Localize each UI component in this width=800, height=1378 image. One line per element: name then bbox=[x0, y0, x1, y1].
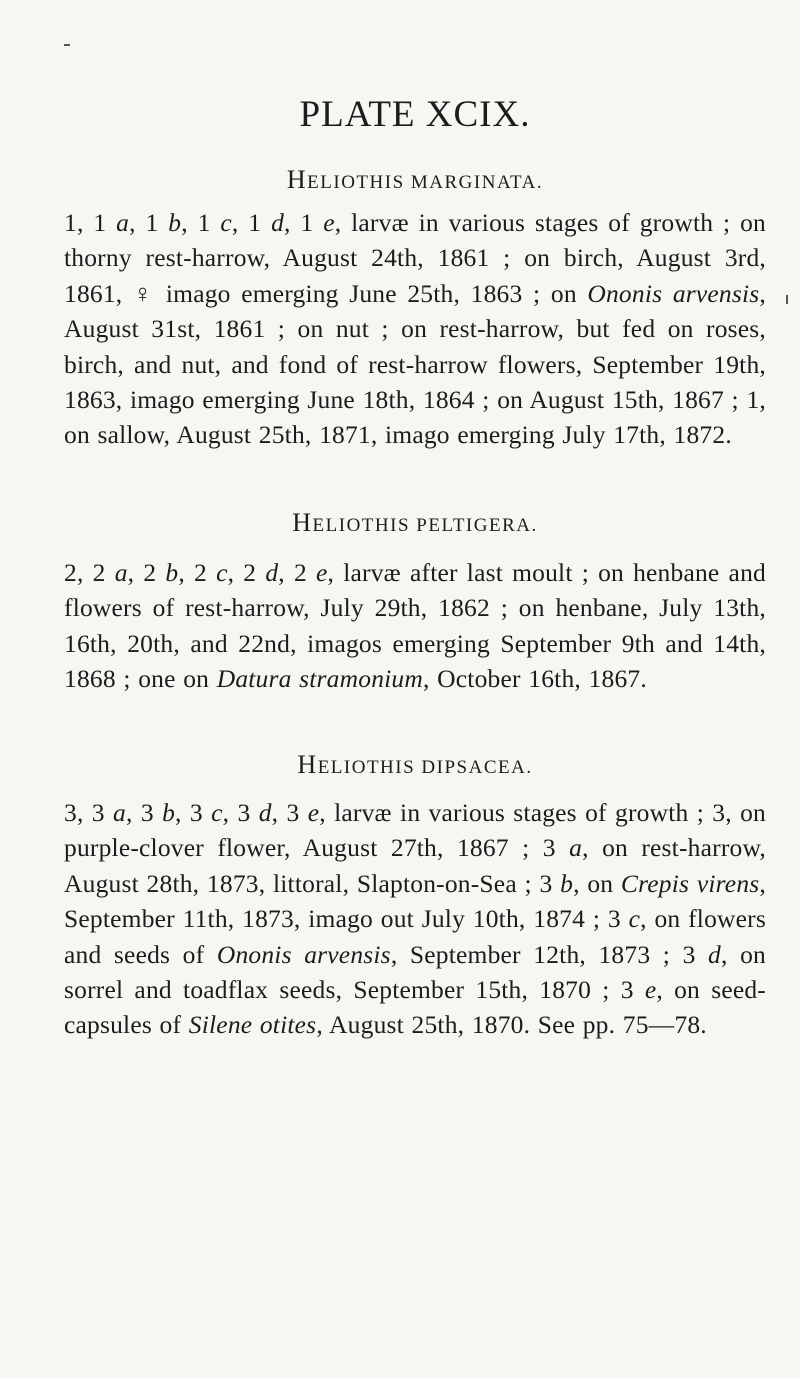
heading-heliothis-marginata bbox=[64, 165, 766, 198]
text-run: , 1 bbox=[284, 208, 324, 237]
text-run: 3, 3 bbox=[64, 798, 114, 827]
italic-run: c bbox=[216, 558, 228, 587]
italic-run: b bbox=[162, 798, 176, 827]
italic-run: e bbox=[316, 558, 328, 587]
italic-run: d bbox=[258, 798, 272, 827]
text-run: , larvæ in various stages of growth ; on thorny rest-harrow, August 24th, 1861 ; on birch, August 3rd, 1861, ♀ imago emerging June 25th, 1863 ; on bbox=[64, 208, 766, 308]
text-run: , 3 bbox=[271, 798, 308, 827]
species-name: Ononis arvensis bbox=[216, 939, 391, 969]
italic-run: a bbox=[114, 558, 128, 587]
text-run: , 1 bbox=[231, 208, 272, 237]
heading-small-caps: ELIOTHIS PELTIGERA. bbox=[312, 515, 538, 536]
print-speck bbox=[786, 295, 788, 304]
text-run: , 2 bbox=[127, 558, 166, 587]
italic-run: c bbox=[220, 208, 232, 237]
text-run: , September 11th, 1873, imago out July 10th, 1874 ; 3 bbox=[64, 868, 766, 934]
text-run: 2, 2 bbox=[64, 558, 115, 587]
heading-heliothis-peltigera bbox=[64, 508, 766, 541]
text-run: , August 31st, 1861 ; on nut ; on rest-harrow, but fed on roses, birch, and nut, and fond of rest-harrow flowers, September 19th, 1863, imago emerging June 18th, 1864 ; on August 15th, 1867 ; 1, on sallow, August 25th, 1871, imago emerging July 17th, 1872. bbox=[64, 278, 766, 450]
heading-initial: H bbox=[292, 508, 313, 537]
heading-heliothis-dipsacea bbox=[64, 750, 766, 783]
text-run: , October 16th, 1867. bbox=[423, 664, 647, 694]
italic-run: e bbox=[307, 798, 320, 827]
italic-run: d bbox=[708, 939, 721, 969]
text-run: , 1 bbox=[181, 208, 221, 237]
text-run: , 2 bbox=[178, 558, 217, 587]
paragraph-heliothis-dipsacea bbox=[64, 795, 766, 1043]
text-run: , 1 bbox=[129, 208, 169, 237]
text-run: , larvæ after last moult ; on henbane and flowers of rest-harrow, July 29th, 1862 ; on henbane, July 13th, 16th, 20th, and 22nd, imagos emerging September 9th and 14th, 1868 ; one on bbox=[64, 558, 766, 694]
species-name: Datura stramonium bbox=[216, 664, 423, 694]
italic-run: c bbox=[211, 798, 223, 827]
print-speck bbox=[64, 44, 70, 46]
heading-initial: H bbox=[297, 750, 318, 779]
italic-run: d bbox=[271, 208, 285, 237]
text-run: , 3 bbox=[222, 798, 259, 827]
text-run: , August 25th, 1870. See pp. 75—78. bbox=[316, 1010, 707, 1040]
paragraph-heliothis-marginata bbox=[64, 205, 766, 453]
text-run: , September 12th, 1873 ; 3 bbox=[390, 939, 709, 969]
italic-run: b bbox=[168, 208, 182, 237]
heading-small-caps: ELIOTHIS MARGINATA. bbox=[307, 172, 544, 193]
italic-run: e bbox=[323, 208, 335, 237]
plate-page bbox=[64, 0, 766, 1378]
italic-run: b bbox=[165, 558, 179, 587]
text-run: , on rest-harrow, August 28th, 1873, littoral, Slapton-on-Sea ; 3 bbox=[64, 833, 766, 898]
species-name: Silene otites bbox=[188, 1010, 317, 1040]
species-name: Crepis virens bbox=[620, 868, 760, 898]
text-run: , 3 bbox=[175, 798, 212, 827]
text-run: 1, 1 bbox=[64, 208, 117, 237]
text-run: , 3 bbox=[125, 798, 163, 827]
text-run: , on bbox=[573, 868, 621, 898]
italic-run: d bbox=[265, 558, 279, 587]
italic-run: b bbox=[560, 868, 574, 898]
italic-run: e bbox=[644, 975, 657, 1005]
plate-title: PLATE XCIX. bbox=[299, 94, 531, 135]
italic-run: a bbox=[113, 798, 126, 827]
italic-run: c bbox=[628, 904, 641, 934]
text-run: , 2 bbox=[278, 558, 317, 587]
text-run: , on seed-capsules of bbox=[64, 975, 766, 1040]
heading-small-caps: ELIOTHIS DIPSACEA. bbox=[317, 757, 533, 778]
text-run: , on sorrel and toadflax seeds, September 15th, 1870 ; 3 bbox=[64, 939, 766, 1005]
paragraph-heliothis-peltigera bbox=[64, 555, 766, 697]
text-run: , 2 bbox=[227, 558, 266, 587]
species-name: Ononis arvensis bbox=[587, 278, 760, 308]
heading-initial: H bbox=[286, 165, 308, 194]
italic-run: a bbox=[116, 208, 130, 237]
text-run: , larvæ in various stages of growth ; 3, on purple-clover flower, August 27th, 1867 ; 3 bbox=[64, 798, 766, 863]
italic-run: a bbox=[569, 833, 583, 863]
text-run: , on flowers and seeds of bbox=[64, 904, 766, 969]
